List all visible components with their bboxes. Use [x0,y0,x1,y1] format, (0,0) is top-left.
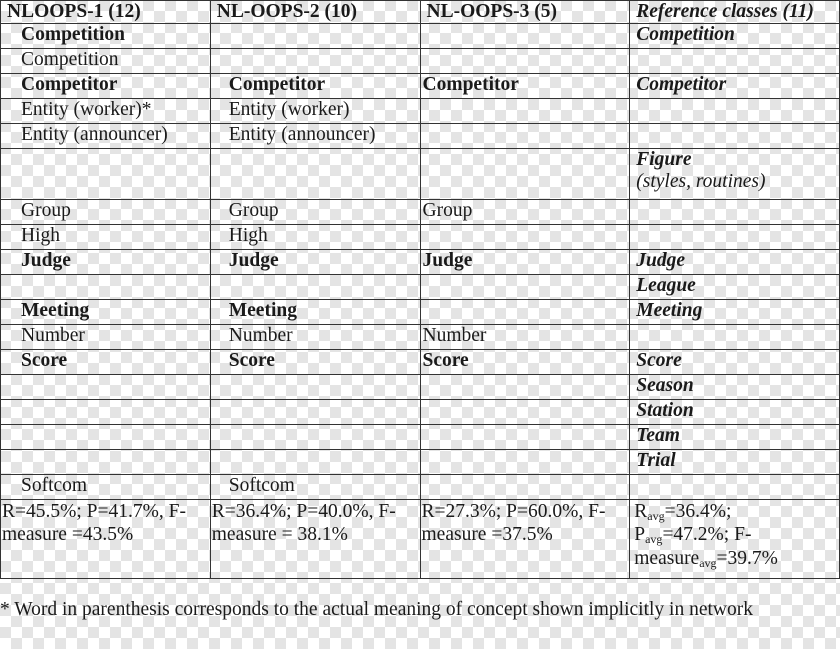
cell-text: Group [21,199,71,221]
cell-nloops-1 [1,98,211,123]
cell-text: Figure [636,148,692,170]
precision-subscript: avg [645,532,663,547]
cell-text: Number [422,324,487,346]
table-row [1,224,840,249]
cell-reference-classes [630,73,840,98]
cell-reference-classes [630,299,840,324]
cell-nl-oops-2 [210,23,420,48]
cell-text: Softcom [21,474,88,496]
column-header-nl-oops-2: NL-OOPS-2 (10) [210,1,420,24]
precision-value: =47.2%; F- [662,524,752,546]
cell-nl-oops-3 [420,424,630,449]
table-row [1,324,840,349]
cell-nl-oops-3 [420,73,630,98]
cell-nl-oops-2 [210,73,420,98]
header-row [1,1,840,24]
recall-value: =36.4%; [664,500,732,522]
cell-nloops-1 [1,123,211,148]
column-header-nloops-1: NLOOPS-1 (12) [1,1,211,24]
table-row [1,299,840,324]
cell-text: Entity (worker)* [21,98,152,120]
cell-nloops-1 [1,324,211,349]
cell-text: Entity (announcer) [228,123,376,145]
cell-nl-oops-2 [210,424,420,449]
cell-text: Softcom [228,474,295,496]
f-measure-label: measure [634,547,700,569]
table-row [1,249,840,274]
cell-nl-oops-2 [210,474,420,499]
cell-nl-oops-2 [210,449,420,474]
cell-nloops-1 [1,449,211,474]
cell-nloops-1 [1,224,211,249]
cell-subtext: (styles, routines) [636,170,766,192]
cell-reference-classes [630,474,840,499]
precision-label: P [634,524,646,546]
cell-text: Number [21,324,85,346]
cell-reference-classes [630,23,840,48]
cell-nloops-1 [1,148,211,199]
cell-text: Competitor [422,73,519,95]
cell-text: Number [228,324,293,346]
cell-text: Score [21,349,68,371]
cell-nl-oops-2 [210,199,420,224]
table-row [1,274,840,299]
cell-text: Competition [21,48,119,70]
table-row [1,48,840,73]
cell-text: Competitor [636,73,727,95]
cell-text: Judge [21,249,71,271]
table-row [1,474,840,499]
cell-reference-classes [630,399,840,424]
cell-text: Meeting [636,299,703,321]
cell-nloops-1 [1,48,211,73]
summary-nloops-1: R=45.5%; P=41.7%, F-measure =43.5% [1,499,211,578]
summary-nl-oops-2: R=36.4%; P=40.0%, F-measure = 38.1% [210,499,420,578]
cell-nl-oops-3 [420,148,630,199]
cell-reference-classes [630,48,840,73]
cell-nl-oops-2 [210,249,420,274]
table-row [1,23,840,48]
cell-text: Score [422,349,469,371]
cell-text: League [636,274,696,296]
cell-nl-oops-3 [420,23,630,48]
table-body [1,23,840,499]
cell-nl-oops-2 [210,324,420,349]
cell-nloops-1 [1,199,211,224]
cell-nl-oops-3 [420,274,630,299]
cell-nl-oops-3 [420,449,630,474]
cell-nloops-1 [1,474,211,499]
cell-text: High [21,224,60,246]
cell-text: Score [636,349,682,371]
table-row [1,98,840,123]
cell-nl-oops-2 [210,299,420,324]
cell-nl-oops-3 [420,324,630,349]
cell-reference-classes [630,148,840,199]
cell-nl-oops-3 [420,374,630,399]
cell-text: Entity (worker) [228,98,350,120]
cell-nl-oops-3 [420,399,630,424]
cell-reference-classes [630,224,840,249]
cell-reference-classes [630,449,840,474]
table-row [1,349,840,374]
cell-text: Group [228,199,279,221]
cell-reference-classes [630,249,840,274]
cell-nloops-1 [1,73,211,98]
cell-nl-oops-2 [210,399,420,424]
recall-subscript: avg [647,508,665,523]
cell-nl-oops-2 [210,374,420,399]
cell-text: Entity (announcer) [21,123,168,145]
cell-text: Trial [636,449,676,471]
cell-nl-oops-2 [210,224,420,249]
cell-text: Judge [636,249,685,271]
cell-text: Season [636,374,694,396]
cell-reference-classes [630,349,840,374]
recall-label: R [634,500,648,522]
column-header-nl-oops-3: NL-OOPS-3 (5) [420,1,630,24]
cell-nl-oops-3 [420,199,630,224]
summary-reference-classes [630,499,840,578]
cell-nl-oops-3 [420,224,630,249]
cell-nl-oops-3 [420,299,630,324]
cell-nloops-1 [1,399,211,424]
cell-nl-oops-3 [420,349,630,374]
cell-nl-oops-2 [210,48,420,73]
table-row [1,399,840,424]
cell-text: Meeting [228,299,297,321]
cell-nl-oops-3 [420,474,630,499]
f-measure-subscript: avg [699,555,717,570]
cell-nloops-1 [1,424,211,449]
table-row [1,449,840,474]
table-row [1,148,840,199]
cell-text: Competitor [228,73,326,95]
table-row [1,73,840,98]
cell-nl-oops-3 [420,123,630,148]
footnote: * Word in parenthesis corresponds to the actual meaning of concept shown implicitly in network [0,599,753,620]
f-measure-value: =39.7% [716,547,778,569]
cell-text: Judge [422,249,473,271]
cell-reference-classes [630,324,840,349]
cell-nl-oops-3 [420,48,630,73]
cell-nloops-1 [1,23,211,48]
cell-reference-classes [630,199,840,224]
cell-nloops-1 [1,299,211,324]
cell-nloops-1 [1,349,211,374]
table-row [1,199,840,224]
cell-text: Team [636,424,680,446]
cell-nloops-1 [1,274,211,299]
cell-nloops-1 [1,249,211,274]
table-row [1,374,840,399]
table-row [1,424,840,449]
cell-text: Station [636,399,694,421]
cell-reference-classes [630,274,840,299]
cell-text: Meeting [21,299,90,321]
cell-text: Competition [636,23,735,45]
cell-nl-oops-2 [210,123,420,148]
cell-nl-oops-2 [210,148,420,199]
cell-text: Competitor [21,73,118,95]
cell-text: Group [422,199,473,221]
cell-reference-classes [630,123,840,148]
table-row [1,123,840,148]
cell-nl-oops-2 [210,349,420,374]
cell-nl-oops-3 [420,98,630,123]
cell-nl-oops-3 [420,249,630,274]
summary-row [1,499,840,578]
cell-text: Score [228,349,275,371]
cell-reference-classes [630,98,840,123]
cell-text: Judge [228,249,279,271]
cell-nloops-1 [1,374,211,399]
cell-text: High [228,224,268,246]
cell-reference-classes [630,424,840,449]
cell-nl-oops-2 [210,274,420,299]
cell-reference-classes [630,374,840,399]
column-header-reference-classes: Reference classes (11) [630,1,840,24]
summary-nl-oops-3: R=27.3%; P=60.0%, F-measure =37.5% [420,499,630,578]
cell-text: Competition [21,23,125,45]
cell-nl-oops-2 [210,98,420,123]
